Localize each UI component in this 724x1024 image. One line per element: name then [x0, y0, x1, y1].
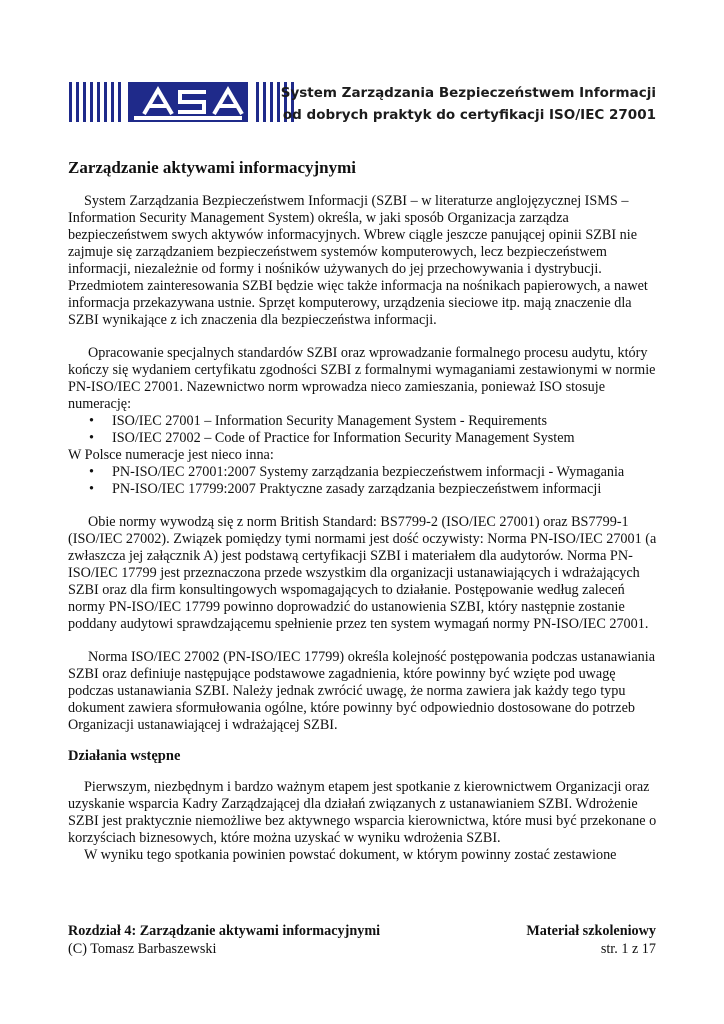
page-title: Zarządzanie aktywami informacyjnymi	[68, 158, 357, 177]
header-line-2: od dobrych praktyk do certyfikacji ISO/IEC 27001	[282, 107, 656, 123]
section-heading: Działania wstępne	[68, 748, 181, 764]
list-item: • PN-ISO/IEC 17799:2007 Praktyczne zasady zarządzania bezpieczeństwem informacji	[68, 481, 660, 498]
document-body	[68, 193, 660, 864]
iso-standards-list	[68, 413, 660, 447]
list-item: • PN-ISO/IEC 27001:2007 Systemy zarządzania bezpieczeństwem informacji - Wymagania	[68, 464, 660, 481]
paragraph-meeting-result: W wyniku tego spotkania powinien powstać dokument, w którym powinny zostać zestawione	[84, 847, 617, 863]
header-line-1: System Zarządzania Bezpieczeństwem Informacji	[280, 85, 656, 101]
document-footer	[68, 922, 656, 958]
asa-logo	[68, 80, 294, 124]
header-title	[281, 82, 656, 126]
footer-material: Materiał szkoleniowy	[526, 923, 656, 939]
document-header	[68, 80, 658, 128]
list-item: • ISO/IEC 27001 – Information Security Management System - Requirements	[68, 413, 660, 430]
list-item: • ISO/IEC 27002 – Code of Practice for Information Security Management System	[68, 430, 660, 447]
footer-page-number: str. 1 z 17	[600, 941, 656, 957]
footer-chapter: Rozdział 4: Zarządzanie aktywami informacyjnymi	[68, 923, 381, 939]
paragraph-british-standard: Obie normy wywodzą się z norm British Standard: BS7799-2 (ISO/IEC 27001) oraz BS7799-1 (ISO/IEC 27002). Związek pomiędzy tymi normami jest dość oczywisty: Norma PN-ISO/IEC 27001 (a zwłaszcza jej załącznik A) jest podstawą certyfikacji SZBI i materiałem dla audytorów. Norma PN-ISO/IEC 17799 jest przeznaczona przede wszystkim dla organizacji ustanawiających i wdrażających SZBI oraz dla firm konsultingowych wspomagających to działanie. Postępowanie według zaleceń normy PN-ISO/IEC 17799 powinno doprowadzić do ustanowienia SZBI, który następnie zostanie poddany audytowi sprawdzającemu spełnienie przez ten system wymagań normy PN-ISO/IEC 27001.	[68, 514, 657, 632]
paragraph-intro: System Zarządzania Bezpieczeństwem Informacji (SZBI – w literaturze anglojęzycznej ISMS – Information Security Management System) określa, w jaki sposób Organizacja zarządza bezpieczeństwem swych aktywów informacyjnych. Wbrew ciągle jeszcze panującej opinii SZBI nie zajmuje się zarządzaniem bezpieczeństwem systemów komputerowych, lecz bezpieczeństwem informacji, niezależnie od formy i nośników używanych do jej przechowywania i dystrybucji. Przedmiotem zainteresowania SZBI będzie więc także informacja na nośnikach papierowych, a nawet informacja przekazywana ustnie. Sprzęt komputerowy, urządzenia sieciowe itp. mają znaczenie dla SZBI wynikające z ich znaczenia dla bezpieczeństwa informacji.	[68, 193, 648, 328]
paragraph-standards: Opracowanie specjalnych standardów SZBI oraz wprowadzanie formalnego procesu audytu, który kończy się wydaniem certyfikatu zgodności SZBI z formalnymi wymaganiami zestawionymi w normie PN-ISO/IEC 27001. Nazewnictwo norm wprowadza nieco zamieszania, ponieważ ISO stosuje numerację:	[68, 345, 656, 412]
paragraph-iso-27002: Norma ISO/IEC 27002 (PN-ISO/IEC 17799) określa kolejność postępowania podczas ustanawiania SZBI oraz definiuje następujące podstawowe zagadnienia, które powinny być wzięte pod uwagę podczas ustanawiania SZBI. Należy jednak zwrócić uwagę, że norma zawiera jak każdy tego typu dokument zawiera sformułowania ogólne, które powinny być odpowiednio dostosowane do potrzeb Organizacji ustanawiającej i wdrażającej SZBI.	[68, 649, 655, 733]
pl-standards-list	[68, 464, 660, 498]
paragraph-first-steps: Pierwszym, niezbędnym i bardzo ważnym etapem jest spotkanie z kierownictwem Organizacji oraz uzyskanie wsparcia Kadry Zarządzającej dla działań związanych z ustanawianiem SZBI. Wdrożenie SZBI jest praktycznie niemożliwe bez aktywnego wsparcia kierownictwa, które musi być przekonane o korzyściach biznesowych, które można uzyskać w wyniku wdrożenia SZBI.	[68, 779, 657, 846]
footer-copyright: (C) Tomasz Barbaszewski	[68, 941, 217, 957]
paragraph-pl-numbering: W Polsce numeracje jest nieco inna:	[68, 447, 274, 463]
